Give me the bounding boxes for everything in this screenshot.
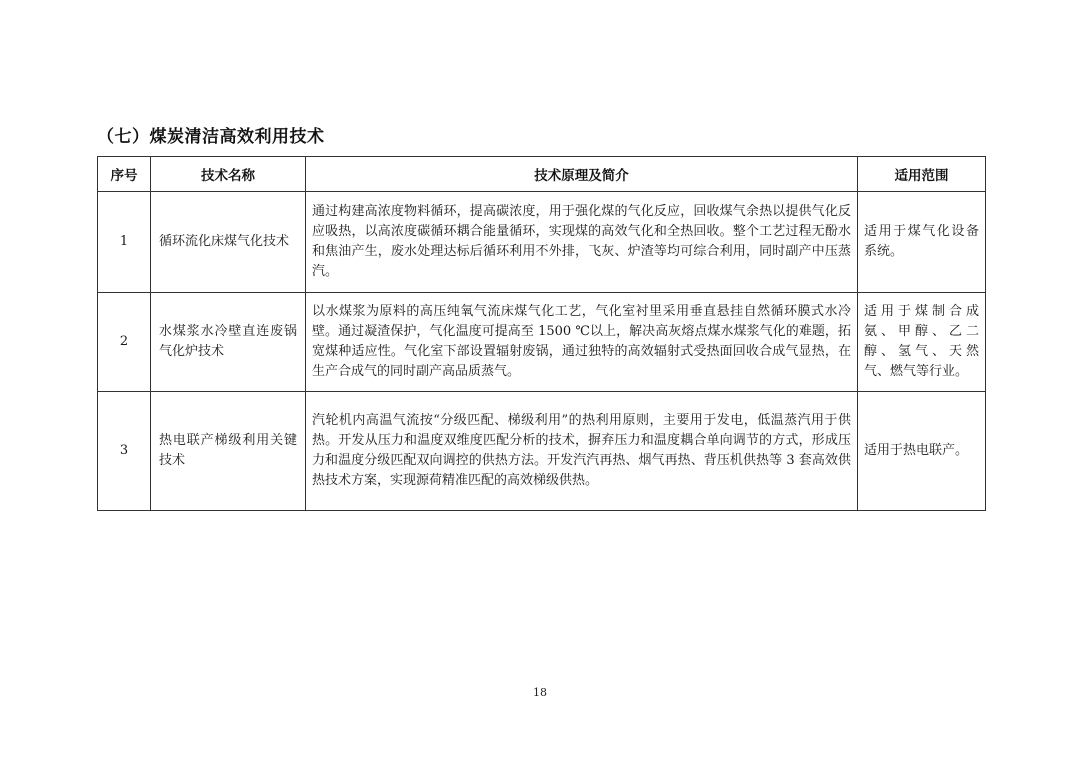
table-header-row [98, 157, 986, 192]
row-technology-name: 热电联产梯级利用关键技术 [151, 392, 306, 511]
header-technology-name: 技术名称 [151, 157, 306, 192]
section-title: （七）煤炭清洁高效利用技术 [97, 127, 325, 147]
row-principle-description: 以水煤浆为原料的高压纯氧气流床煤气化工艺，气化室衬里采用垂直悬挂自然循环膜式水冷壁。通过凝渣保护，气化温度可提高至 1500 ℃以上，解决高灰熔点煤水煤浆气化的难题，拓宽煤种适应性。气化室下部设置辐射废锅，通过独特的高效辐射式受热面回收合成气显热，在生产合成气的同时副产高品质蒸气。 [306, 293, 858, 392]
row-serial-number: 3 [98, 392, 151, 511]
table-row [98, 392, 986, 511]
page-number: 18 [533, 686, 547, 699]
row-principle-description: 汽轮机内高温气流按“分级匹配、梯级利用”的热利用原则，主要用于发电，低温蒸汽用于供热。开发从压力和温度双维度匹配分析的技术，摒弃压力和温度耦合单向调节的方式，形成压力和温度分级匹配双向调控的供热方法。开发汽汽再热、烟气再热、背压机供热等 3 套高效供热技术方案，实现源荷精准匹配的高效梯级供热。 [306, 392, 858, 511]
header-applicable-scope: 适用范围 [858, 157, 986, 192]
row-technology-name: 循环流化床煤气化技术 [151, 192, 306, 293]
row-serial-number: 2 [98, 293, 151, 392]
row-applicable-scope: 适用于热电联产。 [858, 392, 986, 511]
header-serial-number: 序号 [98, 157, 151, 192]
row-principle-description: 通过构建高浓度物料循环，提高碳浓度，用于强化煤的气化反应，回收煤气余热以提供气化反应吸热，以高浓度碳循环耦合能量循环，实现煤的高效气化和全热回收。整个工艺过程无酚水和焦油产生，废水处理达标后循环利用不外排，飞灰、炉渣等均可综合利用，同时副产中压蒸汽。 [306, 192, 858, 293]
row-serial-number: 1 [98, 192, 151, 293]
row-applicable-scope: 适用于煤制合成氨、甲醇、乙二醇、氢气、天然气、燃气等行业。 [858, 293, 986, 392]
table-row [98, 192, 986, 293]
technology-table [97, 156, 986, 511]
table-row [98, 293, 986, 392]
row-applicable-scope: 适用于煤气化设备系统。 [858, 192, 986, 293]
header-principle-description: 技术原理及简介 [306, 157, 858, 192]
row-technology-name: 水煤浆水冷壁直连废锅气化炉技术 [151, 293, 306, 392]
